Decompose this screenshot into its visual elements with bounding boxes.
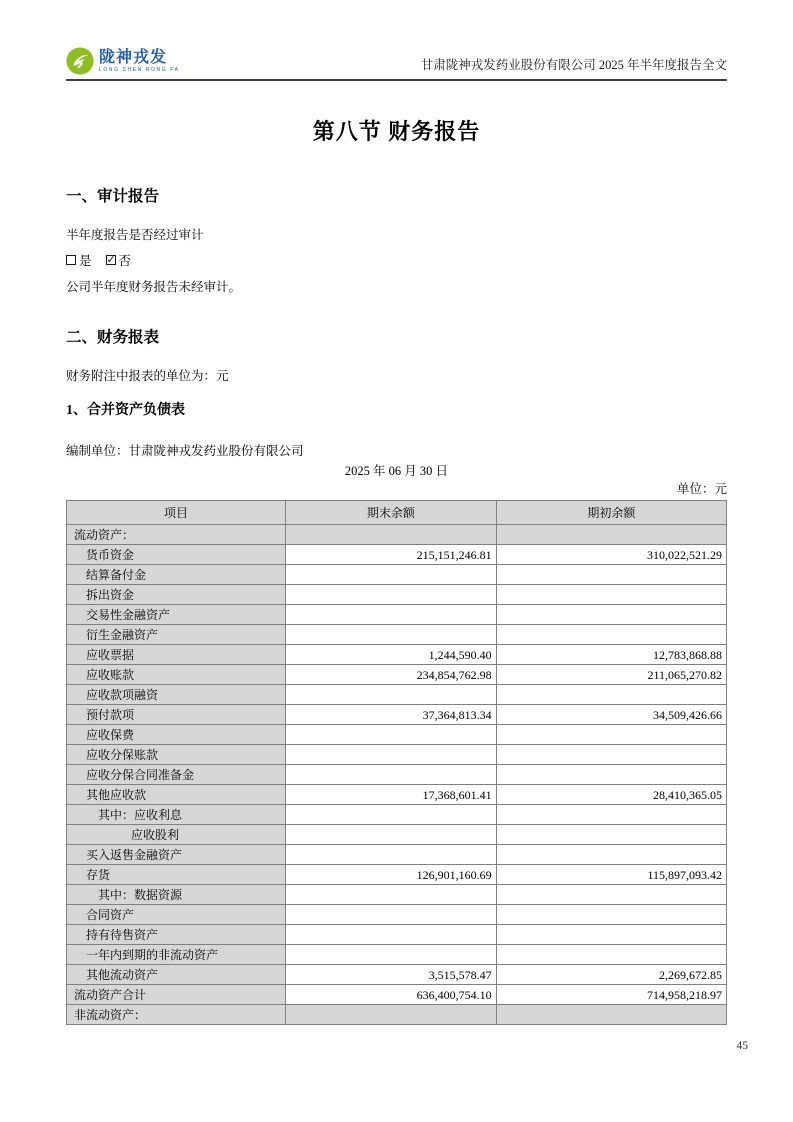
row-beginning-balance bbox=[496, 585, 726, 605]
row-item-label: 应收分保合同准备金 bbox=[67, 765, 286, 785]
table-row bbox=[67, 805, 727, 825]
row-item-label: 持有待售资产 bbox=[67, 925, 286, 945]
row-ending-balance bbox=[286, 625, 497, 645]
unit-label: 单位：元 bbox=[676, 482, 727, 496]
row-ending-balance bbox=[286, 685, 497, 705]
table-row bbox=[67, 725, 727, 745]
brand-name-cn: 陇神戎发 bbox=[99, 48, 168, 66]
row-ending-balance: 17,368,601.41 bbox=[286, 785, 497, 805]
row-item-label: 应收股利 bbox=[67, 825, 286, 845]
company-logo-icon bbox=[66, 47, 94, 75]
row-ending-balance: 234,854,762.98 bbox=[286, 665, 497, 685]
row-ending-balance bbox=[286, 805, 497, 825]
row-item-label: 应收款项融资 bbox=[67, 685, 286, 705]
row-beginning-balance bbox=[496, 685, 726, 705]
table-row bbox=[67, 745, 727, 765]
audit-question: 半年度报告是否经过审计 bbox=[66, 228, 204, 242]
option-yes bbox=[66, 251, 92, 269]
column-header-item: 项目 bbox=[67, 501, 286, 525]
option-yes-label: 是 bbox=[79, 254, 92, 268]
table-row bbox=[67, 625, 727, 645]
option-no bbox=[106, 251, 132, 269]
row-item-label: 拆出资金 bbox=[67, 585, 286, 605]
row-beginning-balance: 714,958,218.97 bbox=[496, 985, 726, 1005]
row-ending-balance bbox=[286, 825, 497, 845]
row-ending-balance: 636,400,754.10 bbox=[286, 985, 497, 1005]
row-ending-balance: 1,244,590.40 bbox=[286, 645, 497, 665]
row-ending-balance: 215,151,246.81 bbox=[286, 545, 497, 565]
company-logo bbox=[66, 47, 180, 75]
row-beginning-balance bbox=[496, 905, 726, 925]
row-beginning-balance bbox=[496, 745, 726, 765]
page-number: 45 bbox=[736, 1040, 748, 1052]
row-ending-balance bbox=[286, 845, 497, 865]
row-ending-balance bbox=[286, 725, 497, 745]
row-beginning-balance bbox=[496, 945, 726, 965]
table-row bbox=[67, 685, 727, 705]
table-header-row bbox=[67, 501, 727, 525]
row-item-label: 结算备付金 bbox=[67, 565, 286, 585]
row-ending-balance bbox=[286, 925, 497, 945]
row-item-label: 其中：数据资源 bbox=[67, 885, 286, 905]
row-beginning-balance: 2,269,672.85 bbox=[496, 965, 726, 985]
row-item-label: 一年内到期的非流动资产 bbox=[67, 945, 286, 965]
balance-sheet-table bbox=[66, 500, 727, 1025]
row-ending-balance bbox=[286, 605, 497, 625]
table-row bbox=[67, 865, 727, 885]
row-item-label: 预付款项 bbox=[67, 705, 286, 725]
prepared-by: 编制单位：甘肃陇神戎发药业股份有限公司 bbox=[66, 444, 304, 458]
heading-balance-sheet: 1、合并资产负债表 bbox=[66, 403, 185, 418]
table-row bbox=[67, 885, 727, 905]
row-beginning-balance bbox=[496, 925, 726, 945]
row-ending-balance: 3,515,578.47 bbox=[286, 965, 497, 985]
table-row bbox=[67, 1005, 727, 1025]
table-row bbox=[67, 705, 727, 725]
table-row bbox=[67, 825, 727, 845]
row-item-label: 交易性金融资产 bbox=[67, 605, 286, 625]
row-beginning-balance bbox=[496, 765, 726, 785]
column-header-beginning-balance: 期初余额 bbox=[496, 501, 726, 525]
row-ending-balance: 126,901,160.69 bbox=[286, 865, 497, 885]
option-no-label: 否 bbox=[118, 254, 132, 268]
statement-date: 2025 年 06 月 30 日 bbox=[344, 464, 449, 478]
page-header bbox=[66, 45, 727, 75]
row-beginning-balance: 34,509,426.66 bbox=[496, 705, 726, 725]
row-ending-balance bbox=[286, 1005, 497, 1025]
column-header-ending-balance: 期末余额 bbox=[286, 501, 497, 525]
table-row bbox=[67, 845, 727, 865]
row-ending-balance bbox=[286, 585, 497, 605]
row-item-label: 非流动资产： bbox=[67, 1005, 286, 1025]
row-item-label: 其他应收款 bbox=[67, 785, 286, 805]
row-beginning-balance: 12,783,868.88 bbox=[496, 645, 726, 665]
row-beginning-balance: 28,410,365.05 bbox=[496, 785, 726, 805]
table-row bbox=[67, 905, 727, 925]
heading-financial-statements: 二、财务报表 bbox=[66, 329, 160, 346]
row-item-label: 其他流动资产 bbox=[67, 965, 286, 985]
row-ending-balance bbox=[286, 525, 497, 545]
row-item-label: 存货 bbox=[67, 865, 286, 885]
table-row bbox=[67, 965, 727, 985]
section-title: 第八节 财务报告 bbox=[312, 119, 481, 144]
row-ending-balance bbox=[286, 765, 497, 785]
row-item-label: 应收分保账款 bbox=[67, 745, 286, 765]
table-row bbox=[67, 585, 727, 605]
row-item-label: 应收票据 bbox=[67, 645, 286, 665]
row-beginning-balance: 310,022,521.29 bbox=[496, 545, 726, 565]
row-item-label: 买入返售金融资产 bbox=[67, 845, 286, 865]
table-row bbox=[67, 785, 727, 805]
row-item-label: 其中：应收利息 bbox=[67, 805, 286, 825]
row-item-label: 合同资产 bbox=[67, 905, 286, 925]
row-beginning-balance: 115,897,093.42 bbox=[496, 865, 726, 885]
row-beginning-balance bbox=[496, 1005, 726, 1025]
row-beginning-balance bbox=[496, 885, 726, 905]
table-row bbox=[67, 605, 727, 625]
table-row bbox=[67, 985, 727, 1005]
checkbox-yes-icon bbox=[66, 255, 76, 265]
table-row bbox=[67, 925, 727, 945]
checkbox-no-icon bbox=[106, 255, 116, 265]
row-beginning-balance bbox=[496, 825, 726, 845]
table-row bbox=[67, 545, 727, 565]
table-row bbox=[67, 525, 727, 545]
audit-options bbox=[66, 251, 727, 269]
table-row bbox=[67, 765, 727, 785]
row-item-label: 应收账款 bbox=[67, 665, 286, 685]
row-ending-balance bbox=[286, 565, 497, 585]
table-row bbox=[67, 565, 727, 585]
table-row bbox=[67, 665, 727, 685]
row-beginning-balance bbox=[496, 845, 726, 865]
audit-note: 公司半年度财务报告未经审计。 bbox=[66, 280, 242, 294]
row-beginning-balance: 211,065,270.82 bbox=[496, 665, 726, 685]
balance-table-body bbox=[67, 525, 727, 1025]
row-beginning-balance bbox=[496, 525, 726, 545]
heading-audit-report: 一、审计报告 bbox=[66, 188, 160, 205]
row-ending-balance bbox=[286, 945, 497, 965]
row-ending-balance bbox=[286, 885, 497, 905]
row-item-label: 应收保费 bbox=[67, 725, 286, 745]
brand-name-en: LONG SHEN RONG FA bbox=[99, 66, 180, 73]
table-row bbox=[67, 645, 727, 665]
row-ending-balance: 37,364,813.34 bbox=[286, 705, 497, 725]
row-item-label: 流动资产合计 bbox=[67, 985, 286, 1005]
row-item-label: 货币资金 bbox=[67, 545, 286, 565]
row-beginning-balance bbox=[496, 725, 726, 745]
row-beginning-balance bbox=[496, 805, 726, 825]
row-beginning-balance bbox=[496, 625, 726, 645]
table-row bbox=[67, 945, 727, 965]
row-ending-balance bbox=[286, 905, 497, 925]
row-beginning-balance bbox=[496, 605, 726, 625]
row-item-label: 衍生金融资产 bbox=[67, 625, 286, 645]
unit-note: 财务附注中报表的单位为：元 bbox=[66, 369, 229, 383]
document-title: 甘肃陇神戎发药业股份有限公司 2025 年半年度报告全文 bbox=[420, 58, 727, 72]
header-divider bbox=[66, 79, 727, 81]
row-item-label: 流动资产： bbox=[67, 525, 286, 545]
row-ending-balance bbox=[286, 745, 497, 765]
row-beginning-balance bbox=[496, 565, 726, 585]
